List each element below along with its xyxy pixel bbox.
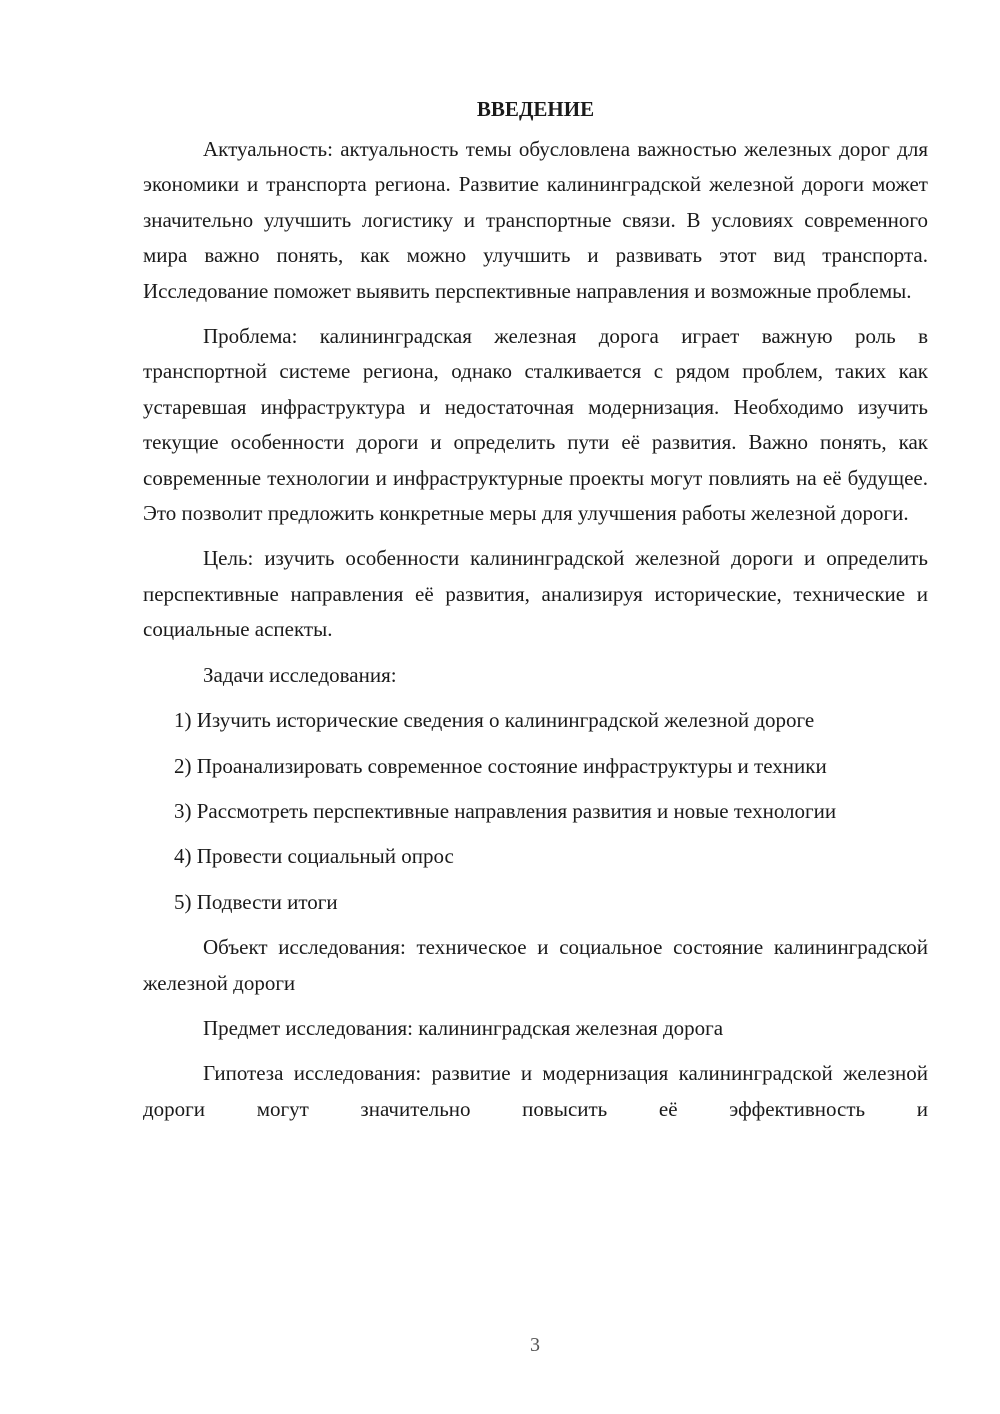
paragraph-hypothesis: Гипотеза исследования: развитие и модернизация калининградской железной дороги могут значительно повысить её эффективность и <box>143 1061 928 1121</box>
task-item-2: 2) Проанализировать современное состояние инфраструктуры и техники <box>174 753 827 778</box>
paragraph-subject: Предмет исследования: калининградская железная дорога <box>203 1015 724 1040</box>
task-item-5: 5) Подвести итоги <box>174 889 338 914</box>
paragraph-relevance: Актуальность: актуальность темы обусловлена важностью железных дорог для экономики и транспорта региона. Развитие калининградской железной дороги может значительно улучшить логистику и транспортные связи. В условиях современного мира важно понять, как можно улучшить и развивать этот вид транспорта. Исследование поможет выявить перспективные направления и возможные проблемы. <box>143 137 928 303</box>
paragraph-object: Объект исследования: техническое и социальное состояние калининградской железной дороги <box>143 935 928 995</box>
task-item-1: 1) Изучить исторические сведения о калининградской железной дороге <box>174 708 815 733</box>
page-number: 3 <box>530 1334 540 1356</box>
paragraph-problem: Проблема: калининградская железная дорога играет важную роль в транспортной системе региона, однако сталкивается с рядом проблем, таких как устаревшая инфраструктура и недостаточная модернизация. Необходимо изучить текущие особенности дороги и определить пути её развития. Важно понять, как современные технологии и инфраструктурные проекты могут повлиять на её будущее. Это позволит предложить конкретные меры для улучшения работы железной дороги. <box>143 324 928 526</box>
paragraph-tasks-title: Задачи исследования: <box>203 662 397 687</box>
task-item-4: 4) Провести социальный опрос <box>174 844 454 869</box>
paragraph-goal: Цель: изучить особенности калининградской железной дороги и определить перспективные направления её развития, анализируя исторические, технические и социальные аспекты. <box>143 546 928 642</box>
document-page <box>143 92 928 1137</box>
task-item-3: 3) Рассмотреть перспективные направления развития и новые технологии <box>174 798 837 823</box>
section-heading: ВВЕДЕНИЕ <box>476 97 595 121</box>
